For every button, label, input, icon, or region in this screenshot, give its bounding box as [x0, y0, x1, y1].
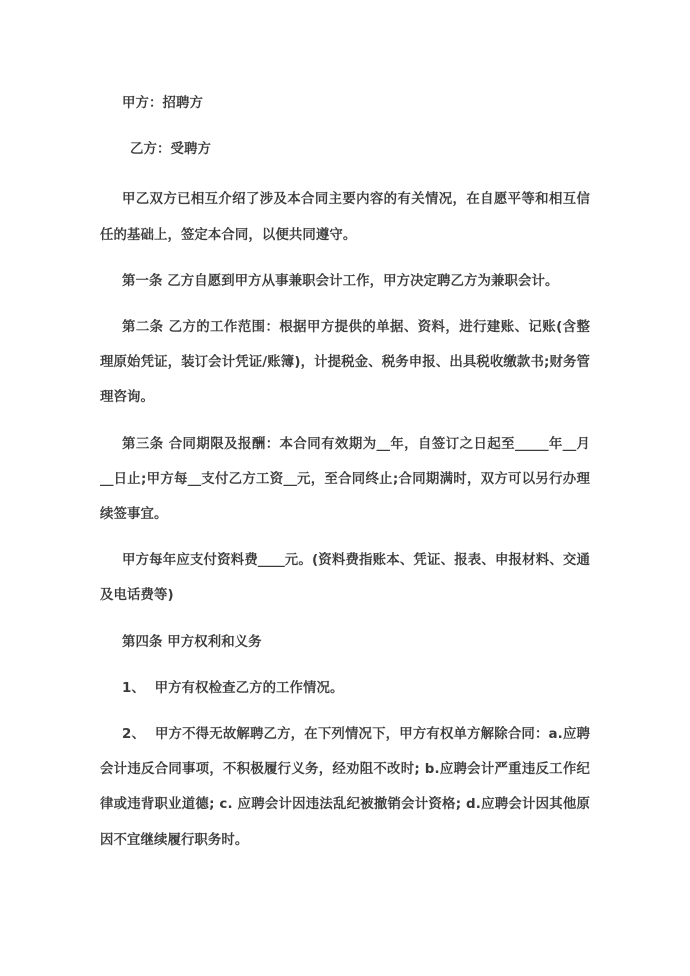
article-3-blank-years: __ — [376, 436, 390, 452]
article-3-text-3: 年 — [548, 436, 563, 452]
material-fee-text-1: 甲方每年应支付资料费 — [122, 553, 258, 569]
list-item-text: 甲方不得无故解聘乙方，在下列情况下，甲方有权单方解除合同：a.应聘会计违反合同事项，不积极履行义务，经劝阻不改时; b.应聘会计严重违反工作纪律或违背职业道德; c. 应聘会计因违法乱纪被撤销会计资格; d.应聘会计因其他原因不宜继续履行职务时。 — [100, 727, 591, 848]
list-marker: 1、 — [122, 680, 146, 696]
document-body — [100, 86, 590, 858]
article-3-text-4: 月 — [576, 436, 590, 452]
article-3-text-5: 日止;甲方每 — [113, 471, 188, 487]
article-3-blank-day: __ — [100, 471, 114, 487]
spacer — [100, 706, 590, 717]
spacer — [100, 167, 590, 182]
article-4-item-1 — [100, 671, 590, 706]
spacer — [100, 660, 590, 671]
spacer — [100, 121, 590, 132]
material-fee-text-2: 元。(资料费指账本、凭证、报表、申报材料、交通及电话费等) — [100, 553, 590, 604]
spacer — [100, 416, 590, 427]
article-3-text-6: 支付乙方工资 — [201, 471, 284, 487]
list-marker: 2、 — [122, 727, 146, 743]
party-a-line: 甲方：招聘方 — [122, 96, 203, 111]
article-3-paragraph — [100, 427, 590, 533]
article-2-paragraph: 第二条 乙方的工作范围：根据甲方提供的单据、资料，进行建账、记账(含整理原始凭证，装订会计凭证/账簿)，计提税金、税务申报、出具税收缴款书;财务管理咨询。 — [100, 320, 590, 406]
article-3-text-2: 年，自签订之日起至 — [389, 436, 516, 452]
article-3-blank-month: __ — [562, 436, 577, 452]
spacer — [100, 253, 590, 264]
list-item-text: 甲方有权检查乙方的工作情况。 — [154, 680, 344, 696]
article-3-text-7: 元，至合同终止;合同期满时，双方可以另行办理续签事宜。 — [100, 471, 590, 523]
article-3-blank-amount: __ — [283, 471, 297, 487]
spacer — [100, 614, 590, 625]
article-4-heading: 第四条 甲方权利和义务 — [122, 634, 262, 650]
article-3-blank-period: __ — [187, 471, 202, 487]
material-fee-paragraph — [100, 543, 590, 613]
party-b-line: 乙方：受聘方 — [130, 142, 211, 158]
preamble-paragraph: 甲乙双方已相互介绍了涉及本合同主要内容的有关情况，在自愿平等和相互信任的基础上，签定本合同，以便共同遵守。 — [100, 192, 590, 243]
article-3-text-1: 第三条 合同期限及报酬：本合同有效期为 — [122, 436, 377, 452]
spacer — [100, 299, 590, 310]
material-fee-blank-amount: ____ — [257, 553, 285, 569]
spacer — [100, 532, 590, 543]
article-1-paragraph: 第一条 乙方自愿到甲方从事兼职会计工作，甲方决定聘乙方为兼职会计。 — [122, 273, 559, 289]
article-4-item-2 — [100, 717, 590, 858]
article-3-blank-end-year: _____ — [515, 436, 549, 452]
